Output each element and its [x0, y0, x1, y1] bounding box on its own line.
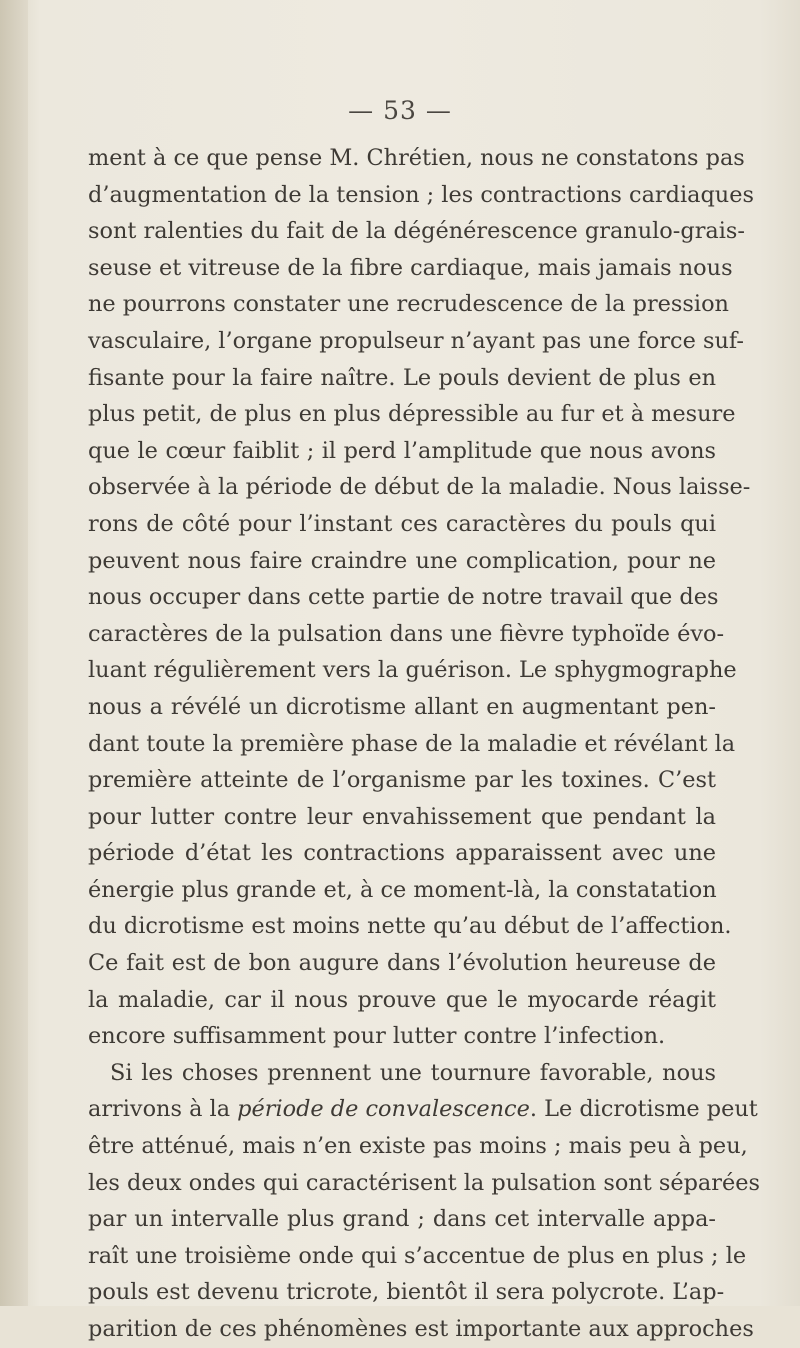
text-line: fisante pour la faire naître. Le pouls devient de plus en: [88, 364, 716, 391]
text-segment: . Le dicrotisme peut: [529, 1096, 758, 1123]
text-line: énergie plus grande et, à ce moment-là, la constatation: [88, 876, 717, 903]
text-line: nous a révélé un dicrotisme allant en augmentant pen-: [88, 693, 716, 720]
text-line: luant régulièrement vers la guérison. Le sphygmographe: [88, 657, 737, 684]
text-line: caractères de la pulsation dans une fièvre typhoïde évo-: [88, 620, 725, 647]
text-line: que le cœur faiblit ; il perd l’amplitude que nous avons: [88, 437, 716, 464]
text-segment: Si les choses prennent une tournure favorable, nous: [110, 1059, 716, 1086]
text-line: pouls est devenu tricrote, bientôt il sera polycrote. L’ap-: [88, 1279, 725, 1306]
text-line: Ce fait est de bon augure dans l’évolution heureuse de: [88, 950, 716, 977]
text-line: par un intervalle plus grand ; dans cet intervalle appa-: [88, 1206, 716, 1233]
text-line: première atteinte de l’organisme par les toxines. C’est: [88, 767, 716, 794]
text-line: pour lutter contre leur envahissement que pendant la: [88, 803, 716, 830]
text-line: sont ralenties du fait de la dégénérescence granulo-grais-: [88, 218, 745, 245]
page-spine-shadow: [0, 0, 28, 1306]
text-line: plus petit, de plus en plus dépressible au fur et à mesure: [88, 401, 736, 428]
text-segment: arrivons à la: [88, 1096, 238, 1123]
text-line: être atténué, mais n’en existe pas moins ; mais peu à peu,: [88, 1133, 748, 1160]
text-line: les deux ondes qui caractérisent la pulsation sont séparées: [88, 1169, 760, 1196]
text-line: dant toute la première phase de la maladie et révélant la: [88, 730, 736, 757]
text-line: [88, 1055, 716, 1092]
text-line: encore suffisamment pour lutter contre l’infection.: [88, 1023, 666, 1050]
text-line: d’augmentation de la tension ; les contractions cardiaques: [88, 181, 754, 208]
text-line: [88, 1091, 758, 1128]
italic-term: période de convalescence: [237, 1096, 530, 1123]
text-line: parition de ces phénomènes est importante aux approches: [88, 1316, 754, 1342]
text-line: du dicrotisme est moins nette qu’au début de l’affection.: [88, 913, 732, 940]
text-line: rons de côté pour l’instant ces caractères du pouls qui: [88, 510, 716, 537]
text-line: peuvent nous faire craindre une complication, pour ne: [88, 547, 716, 574]
text-line: raît une troisième onde qui s’accentue de plus en plus ; le: [88, 1242, 747, 1269]
text-line: seuse et vitreuse de la fibre cardiaque, mais jamais nous: [88, 254, 733, 281]
text-line: la maladie, car il nous prouve que le myocarde réagit: [88, 986, 716, 1013]
text-line: observée à la période de début de la maladie. Nous laisse-: [88, 474, 751, 501]
text-line: ment à ce que pense M. Chrétien, nous ne constatons pas: [88, 145, 745, 171]
page-number: — 53 —: [348, 96, 452, 125]
text-line: vasculaire, l’organe propulseur n’ayant pas une force suf-: [88, 327, 744, 354]
text-line: nous occuper dans cette partie de notre travail que des: [88, 584, 719, 611]
text-line: ne pourrons constater une recrudescence de la pression: [88, 291, 729, 318]
text-line: période d’état les contractions apparaissent avec une: [88, 840, 716, 867]
body-text: [88, 140, 760, 1348]
